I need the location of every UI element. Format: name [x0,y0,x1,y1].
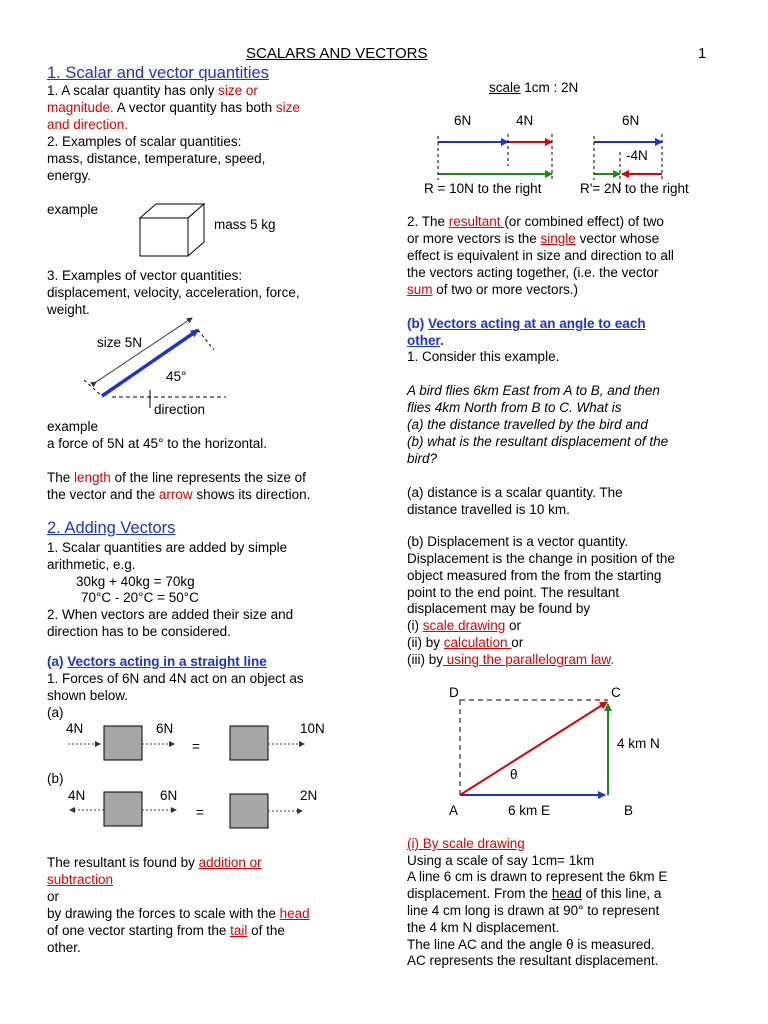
scale-drawing-line-6: The line AC and the angle θ is measured. [407,937,655,952]
case-a-force-2: 6N [156,721,174,736]
paragraph-8-line-1 [47,854,262,871]
scale-label [489,79,578,96]
paragraph-9-line-5 [407,281,578,298]
method-3 [407,651,614,668]
text: of two or more vectors.) [432,282,579,297]
paragraph-2-line-2: mass, distance, temperature, speed, [47,151,266,166]
text-highlight: sum [407,282,433,297]
size-label: size 5N [97,335,143,350]
paragraph-2-line-3: energy. [47,168,92,183]
question-line-4: (b) what is the resultant displacement of the [407,434,669,449]
paragraph-10: 1. Consider this example. [407,349,560,364]
case-b-resultant: 2N [300,788,318,803]
paragraph-8-line-4 [47,905,310,922]
diagram-2-minus-4n-label: -4N [626,148,648,163]
text: scale [489,80,521,95]
method-1 [407,617,521,634]
text: or [511,635,524,650]
text-highlight: tail [230,923,248,938]
theta-label: θ [510,767,518,782]
case-a-force-1: 4N [66,721,84,736]
point-b-label: B [624,803,634,818]
text-highlight: length [74,470,111,485]
text: shows its direction. [192,487,311,502]
paragraph-3-line-3: weight. [47,302,90,317]
section-2-heading [47,518,175,538]
paragraph-8-line-5 [47,922,285,939]
question-line-2: flies 4km North from B to C. What is [407,400,622,415]
text-highlight: resultant [448,214,505,229]
adding-diagram-a [68,726,304,760]
example-label-1: example [47,202,99,217]
case-b-force-1: 4N [68,788,86,803]
page-title [246,45,427,62]
east-displacement-label: 6 km E [508,803,551,818]
text: head [551,886,582,901]
text-highlight: arrow [158,487,193,502]
text: (b) [407,316,428,331]
case-b-equals: = [196,805,204,820]
paragraph-7-line-2: shown below. [47,688,129,703]
text: of the [247,923,285,938]
case-b-label: (b) [47,771,64,786]
resultant-1-label: R = 10N to the right [424,181,542,196]
text: of one vector starting from the [47,923,231,938]
question-line-3: (a) the distance travelled by the bird and [407,417,648,432]
angle-label: 45° [166,369,187,384]
mass-cube-diagram [140,204,204,256]
text-highlight: magnitude. [47,100,114,115]
paragraph-6-line-1: 2. When vectors are added their size and [47,607,294,622]
text: (i) [407,618,423,633]
paragraph-6-line-2: direction has to be considered. [47,624,231,639]
scale-drawing-line-1: Using a scale of say 1cm= 1km [407,853,595,868]
case-a-resultant: 10N [300,721,325,736]
text: 1cm : 2N [520,80,579,95]
text-highlight: size or [218,83,258,98]
text-highlight: single [540,231,576,246]
case-a-label: (a) [47,705,64,720]
answer-b-line-3: object measured from the from the starting [407,568,662,583]
case-b-force-2: 6N [160,788,178,803]
north-displacement-label: 4 km N [617,736,660,751]
point-d-label: D [449,685,459,700]
text: The resultant is found by [47,855,199,870]
diagram-1-4n-label: 4N [516,113,534,128]
text: 1. A scalar quantity has only [47,83,219,98]
scale-drawing-line-7: AC represents the resultant displacement. [407,953,659,968]
paragraph-4-line-2 [47,486,310,503]
example-label-2: example [47,419,99,434]
scale-drawing-line-3 [407,885,661,902]
paragraph-1-line-3: and direction. [47,117,129,132]
text: or more vectors is the [407,231,541,246]
text: (or combined effect) of two [504,214,664,229]
text: or [505,618,522,633]
scale-drawing-line-2: A line 6 cm is drawn to represent the 6km E [407,869,668,884]
paragraph-9-line-2 [407,230,659,247]
answer-a-line-2: distance travelled is 10 km. [407,502,570,517]
text: (iii) by [407,652,443,667]
text: vector whose [575,231,660,246]
paragraph-3-line-2: displacement, velocity, acceleration, force, [47,285,300,300]
paragraph-9-line-4: the vectors acting together, (i.e. the vector [407,265,659,280]
answer-b-line-5: displacement may be found by [407,601,591,616]
text: 2. The [407,214,449,229]
paragraph-9-line-3: effect is equivalent in size and direction to all [407,248,674,263]
text-highlight: calculation [443,635,512,650]
paragraph-2-line-1: 2. Examples of scalar quantities: [47,134,242,149]
text: (ii) by [407,635,444,650]
text: the vector and the [47,487,159,502]
subsection-a-heading [47,653,267,670]
section-1-heading [47,63,269,83]
point-a-label: A [449,803,459,818]
scale-drawing-line-5: the 4 km N displacement. [407,920,560,935]
section-2-heading-text: 2. Adding Vectors [47,519,176,537]
question-line-5: bird? [407,451,438,466]
paragraph-8-line-2: subtraction [47,872,114,887]
question-line-1: A bird flies 6km East from A to B, and then [407,383,660,398]
scale-drawing-heading [407,835,525,852]
section-1-heading-text: 1. Scalar and vector quantities [47,64,269,82]
paragraph-9-line-1 [407,213,664,230]
displacement-triangle-diagram [460,700,608,795]
subsection-b-heading-line-1 [407,315,646,332]
direction-label: direction [154,402,206,417]
diagram-2-6n-label: 6N [622,113,640,128]
paragraph-5-line-1: 1. Scalar quantities are added by simple [47,540,288,555]
text: The [47,470,75,485]
text-highlight: size [275,100,300,115]
text: by drawing the forces to scale with the [47,906,280,921]
paragraph-1-line-2 [47,99,300,116]
text: Vectors acting at an angle to each [428,316,646,331]
text: other [407,333,441,348]
text: Vectors acting in a straight line [67,654,267,669]
answer-b-line-4: point to the end point. The resultant [407,585,620,600]
text: of this line, a [581,886,662,901]
paragraph-8-line-6: other. [47,940,81,955]
answer-b-line-1: (b) Displacement is a vector quantity. [407,534,629,549]
text-highlight: head [279,906,310,921]
subsection-b-heading-line-2 [407,332,444,349]
resultant-2-label: R'= 2N to the right [580,181,689,196]
case-a-equals: = [192,739,200,754]
text-highlight: addition or [198,855,262,870]
paragraph-7-line-1: 1. Forces of 6N and 4N act on an object as [47,671,304,686]
text-highlight: . [610,652,615,667]
force-caption: a force of 5N at 45° to the horizontal. [47,436,268,451]
text: A vector quantity has both [113,100,276,115]
text: (a) [47,654,68,669]
paragraph-5-line-3: 30kg + 40kg = 70kg [76,574,195,589]
text: displacement. From the [407,886,552,901]
paragraph-3-line-1: 3. Examples of vector quantities: [47,268,243,283]
text-highlight: scale drawing [422,618,506,633]
answer-a-line-1: (a) distance is a scalar quantity. The [407,485,623,500]
adding-diagram-b [70,792,302,828]
diagram-1-6n-label: 6N [454,113,472,128]
page-number: 1 [698,45,707,62]
text: . [440,333,444,348]
mass-label: mass 5 kg [214,217,276,232]
paragraph-5-line-2: arithmetic, e.g. [47,557,136,572]
point-c-label: C [611,685,621,700]
paragraph-8-line-3: or [47,889,60,904]
text: (i) By scale drawing [407,836,525,851]
paragraph-1-line-1 [47,82,258,99]
paragraph-5-line-4: 70°C - 20°C = 50°C [81,590,199,605]
scale-drawing-line-4: line 4 cm long is drawn at 90° to represent [407,903,660,918]
answer-b-line-2: Displacement is the change in position of the [407,551,675,566]
method-2 [407,634,523,651]
text-highlight: using the parallelogram law [443,652,611,667]
text: of the line represents the size of [110,470,306,485]
page-title-text: SCALARS AND VECTORS [246,45,428,62]
paragraph-4-line-1 [47,469,306,486]
force-vector-diagram [84,318,226,408]
